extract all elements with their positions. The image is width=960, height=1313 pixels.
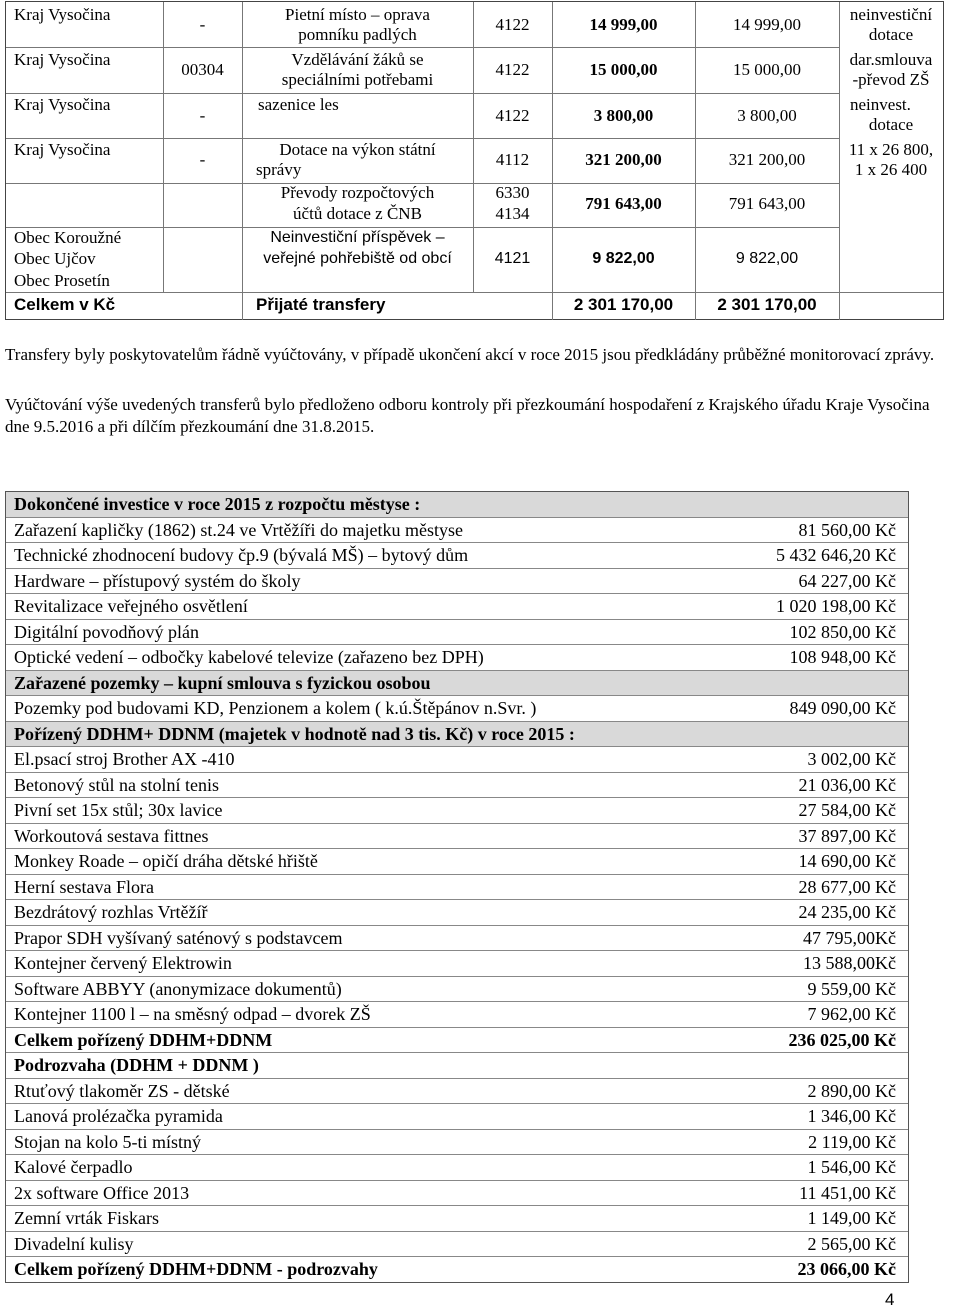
paragraph-2: Vyúčtování výše uvedených transferů bylo předloženo odboru kontroly při přezkoumání hospodaření z Krajského úřadu Kraje Vysočina dne 9.5.2016 a při dílčím přezkoumání dne 31.8.2015. — [5, 395, 930, 436]
received-amount-cell: 3 800,00 — [593, 106, 654, 125]
code-cell: 00304 — [181, 60, 224, 79]
code-cell: - — [199, 150, 206, 169]
purpose-cell-line2: speciálními potřebami — [281, 70, 434, 89]
transfers-table — [5, 1, 944, 320]
table-row — [6, 823, 908, 849]
purpose-cell-line1: sazenice les — [258, 95, 339, 114]
used-amount-cell: 14 999,00 — [733, 15, 801, 34]
received-amount-cell: 15 000,00 — [589, 60, 658, 79]
row-label: El.psací stroj Brother AX -410 — [14, 749, 235, 769]
paragraph-code-cell-line2: 4134 — [495, 204, 530, 223]
row-value: 2 119,00 Kč — [808, 1131, 896, 1152]
row-label: Betonový stůl na stolní tenis — [14, 774, 219, 795]
row-label: Software ABBYY (anonymizace dokumentů) — [14, 978, 342, 999]
row-value: 102 850,00 Kč — [789, 621, 896, 642]
received-amount-cell: 14 999,00 — [589, 15, 658, 34]
total-purpose: Přijaté transfery — [256, 295, 386, 314]
row-label: Revitalizace veřejného osvětlení — [14, 596, 248, 616]
row-value: 21 036,00 Kč — [798, 774, 896, 795]
table-row — [6, 746, 908, 772]
row-label: Rtuťový tlakoměr ZS - dětské — [14, 1080, 230, 1101]
table-row — [6, 925, 908, 951]
row-value: 81 560,00 Kč — [798, 519, 896, 540]
table-row — [6, 797, 908, 823]
code-cell: - — [199, 15, 206, 34]
provider-cell: Kraj Vysočina — [14, 50, 111, 69]
used-amount-cell: 791 643,00 — [728, 194, 806, 213]
table-row — [6, 593, 908, 619]
row-value: 1 020 198,00 Kč — [776, 596, 896, 616]
total-used: 2 301 170,00 — [717, 295, 817, 314]
transfers-paragraph — [5, 344, 935, 366]
table-row — [6, 542, 908, 568]
row-value: 236 025,00 Kč — [788, 1029, 896, 1050]
row-label: Herní sestava Flora — [14, 876, 154, 897]
row-label: Prapor SDH vyšívaný saténový s podstavcem — [14, 927, 343, 948]
section-header-row — [6, 492, 908, 517]
purpose-cell-line1: Převody rozpočtových — [280, 183, 435, 202]
purpose-cell-line2: veřejné pohřebiště od obcí — [263, 250, 452, 267]
purpose-cell-line2: účtů dotace z ČNB — [293, 204, 422, 223]
row-label: Monkey Roade – opičí dráha dětské hřiště — [14, 851, 318, 871]
row-value: 27 584,00 Kč — [798, 800, 896, 820]
row-label: Digitální povodňový plán — [14, 621, 199, 642]
paragraph-code-cell: 4112 — [495, 150, 530, 169]
row-label: Pozemky pod budovami KD, Penzionem a kolem ( k.ú.Štěpánov n.Svr. ) — [14, 698, 537, 718]
note-cell-line2: 1 x 26 400 — [854, 160, 928, 179]
row-label: Dokončené investice v roce 2015 z rozpočtu městyse : — [14, 494, 421, 514]
table-row — [6, 517, 908, 543]
provider-cell: Kraj Vysočina — [14, 140, 111, 159]
purpose-cell-line1: Pietní místo – oprava — [285, 5, 430, 24]
row-value: 2 890,00 Kč — [807, 1080, 896, 1101]
table-row — [6, 1231, 908, 1257]
row-value: 2 565,00 Kč — [807, 1233, 896, 1254]
section-header-row — [6, 670, 908, 696]
table-row — [6, 1180, 908, 1206]
row-label: Kontejner 1100 l – na směsný odpad – dvorek ZŠ — [14, 1004, 371, 1024]
paragraph-code-cell: 4122 — [495, 15, 530, 34]
received-amount-cell: 791 643,00 — [585, 194, 662, 213]
row-label: Lanová prolézačka pyramida — [14, 1106, 223, 1126]
table-row — [6, 619, 908, 645]
used-amount-cell: 3 800,00 — [737, 106, 797, 125]
row-value: 1 149,00 Kč — [807, 1208, 896, 1228]
paragraph-code-cell-line1: 6330 — [495, 183, 530, 202]
row-value: 1 346,00 Kč — [807, 1106, 896, 1126]
row-label: Celkem pořízený DDHM+DDNM — [14, 1029, 273, 1050]
note-cell-line1: 11 x 26 800, — [848, 140, 934, 159]
row-value: 28 677,00 Kč — [798, 876, 896, 897]
provider-cell-line3: Obec Prosetín — [14, 271, 110, 290]
provider-cell-line1: Obec Koroužné — [14, 228, 122, 247]
note-cell-line1: neinvest. — [850, 95, 911, 114]
purpose-cell-line1: Vzdělávání žáků se — [291, 50, 424, 69]
paragraph-code-cell: 4121 — [494, 250, 531, 267]
received-amount-cell: 321 200,00 — [585, 150, 662, 169]
total-row — [6, 1256, 908, 1282]
total-label: Celkem v Kč — [14, 295, 116, 314]
note-cell-line1: neinvestiční — [849, 5, 933, 24]
table-row — [6, 950, 908, 976]
total-row — [6, 1027, 908, 1053]
table-row — [6, 568, 908, 594]
purpose-cell-line1: Dotace na výkon státní — [279, 140, 436, 159]
row-value: 24 235,00 Kč — [798, 902, 896, 922]
row-label: Pořízený DDHM+ DDNM (majetek v hodnotě nad 3 tis. Kč) v roce 2015 : — [14, 723, 575, 744]
provider-cell: Kraj Vysočina — [14, 95, 111, 114]
row-value: 11 451,00 Kč — [799, 1182, 896, 1203]
row-value: 37 897,00 Kč — [798, 825, 896, 846]
table-row — [6, 1078, 908, 1104]
note-cell-line2: -převod ZŠ — [852, 70, 930, 89]
purpose-cell-line2: pomníku padlých — [298, 25, 417, 44]
total-received: 2 301 170,00 — [573, 295, 674, 314]
row-label: Optické vedení – odbočky kabelové televize (zařazeno bez DPH) — [14, 647, 484, 667]
subsection-row — [6, 1052, 908, 1078]
note-cell-line2: dotace — [868, 25, 914, 44]
row-label: Podrozvaha (DDHM + DDNM ) — [14, 1055, 259, 1075]
row-label: Celkem pořízený DDHM+DDNM - podrozvahy — [14, 1259, 378, 1279]
row-label: Stojan na kolo 5-ti místný — [14, 1131, 201, 1152]
row-label: Zařazené pozemky – kupní smlouva s fyzickou osobou — [14, 672, 431, 693]
row-value: 23 066,00 Kč — [797, 1259, 896, 1279]
row-value: 1 546,00 Kč — [807, 1157, 896, 1177]
table-row — [6, 899, 908, 925]
investments-table — [5, 491, 909, 1283]
row-label: Workoutová sestava fittnes — [14, 825, 209, 846]
code-cell: - — [199, 106, 206, 125]
row-label: Kontejner červený Elektrowin — [14, 953, 232, 973]
purpose-cell-line1: Neinvestiční příspěvek – — [270, 229, 445, 246]
row-value: 3 002,00 Kč — [807, 749, 896, 769]
row-value: 13 588,00Kč — [803, 953, 896, 973]
row-label: Pivní set 15x stůl; 30x lavice — [14, 800, 223, 820]
paragraph-1: Transfery byly poskytovatelům řádně vyúčtovány, v případě ukončení akcí v roce 2015 jsou předkládány průběžné monitorovací zprávy. — [5, 345, 935, 364]
table-row — [6, 772, 908, 798]
row-value: 9 559,00 Kč — [807, 978, 896, 999]
row-value: 849 090,00 Kč — [789, 698, 896, 718]
row-label: Kalové čerpadlo — [14, 1157, 133, 1177]
used-amount-cell: 15 000,00 — [733, 60, 801, 79]
table-row — [6, 1205, 908, 1231]
table-row — [6, 1103, 908, 1129]
table-row — [6, 1129, 908, 1155]
used-amount-cell: 321 200,00 — [728, 150, 806, 169]
received-amount-cell: 9 822,00 — [592, 250, 655, 267]
table-row — [6, 644, 908, 670]
row-value: 14 690,00 Kč — [798, 851, 896, 871]
row-label: Zařazení kapličky (1862) st.24 ve Vrtěžíři do majetku městyse — [14, 519, 463, 540]
paragraph-code-cell: 4122 — [495, 106, 530, 125]
table-row — [6, 874, 908, 900]
table-row — [6, 1154, 908, 1180]
row-label: Bezdrátový rozhlas Vrtěžíř — [14, 902, 208, 922]
note-cell-line1: dar.smlouva — [849, 50, 933, 69]
row-label: Divadelní kulisy — [14, 1233, 134, 1254]
row-value: 64 227,00 Kč — [798, 570, 896, 591]
table-row — [6, 848, 908, 874]
paragraph-code-cell: 4122 — [495, 60, 530, 79]
purpose-cell-line2: správy — [256, 160, 302, 179]
row-value: 5 432 646,20 Kč — [776, 545, 896, 565]
audit-paragraph — [5, 394, 935, 438]
provider-cell-line2: Obec Ujčov — [14, 249, 96, 268]
table-row — [6, 1001, 908, 1027]
note-cell-line2: dotace — [868, 115, 914, 134]
row-label: Hardware – přístupový systém do školy — [14, 570, 301, 591]
section-header-row — [6, 721, 908, 747]
used-amount-cell: 9 822,00 — [735, 250, 799, 267]
row-value: 108 948,00 Kč — [789, 647, 896, 667]
row-value: 47 795,00Kč — [803, 927, 896, 948]
provider-cell: Kraj Vysočina — [14, 5, 111, 24]
page-number: 4 — [885, 1290, 895, 1309]
row-value: 7 962,00 Kč — [807, 1004, 896, 1024]
row-label: Zemní vrták Fiskars — [14, 1208, 159, 1228]
table-row — [6, 695, 908, 721]
row-label: Technické zhodnocení budovy čp.9 (bývalá MŠ) – bytový dům — [14, 545, 469, 565]
table-row — [6, 976, 908, 1002]
row-label: 2x software Office 2013 — [14, 1182, 190, 1203]
